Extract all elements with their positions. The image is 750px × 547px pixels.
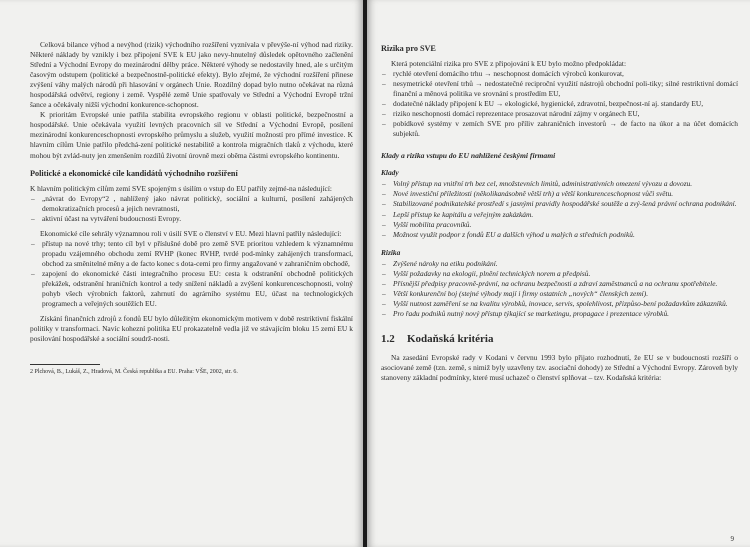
paragraph: Ekonomické cíle sehrály významnou roli v úsilí SVE o členství v EU. Mezi hlavní patřily následující: (40, 228, 342, 238)
right-page (367, 0, 750, 547)
list-item: – Volný přístup na vnitřní trh bez cel, množstevních limitů, administrativních omezení vývozu a dovozu. (381, 179, 738, 189)
list-item: – Vyšší nutnost zaměření se na kvalitu výrobků, inovace, servis, spolehlivost, přizpůso-bení požadavkům zákazníků. (381, 299, 738, 309)
risks-list (381, 69, 738, 139)
list-item: – Možnost využít podpor z fondů EU a dalších výhod u malých a středních podniků. (381, 230, 738, 240)
footnote-divider (30, 364, 100, 365)
list-item: – rychlé otevření domácího trhu → neschopnost domácích výrobců konkurovat, (381, 69, 738, 79)
economic-goals-list (30, 239, 353, 309)
paragraph: Celková bilance výhod a nevýhod (rizik) východního rozšíření vyznívala v převýše-ní výhod nad riziky. Některé náklady by vznikly i bez připojení SVE k EU jako nevy-hnutelný důsledek opětovného začlenění Střední a Východní Evropy do mezinárodní dělby práce. Některé výhody se nedostavily hned, ale s určitým časovým odstupem (politické a bezpečnostně-politické efekty). Bylo zřejmé, že východní rozšíření přinese zvýšení váhy malých národů při hlasování v orgánech Unie. Rozdílný dopad bylo nutno očekávat na různá hospodářská odvětví, regiony i země. Vyspělé země Unie spatřovaly ve Střední a Východní Evropě tržní šance a očekávaly nižší východní konkurence-schopnost. (30, 40, 353, 110)
list-item: – zapojení do ekonomické části integračního procesu EU: cesta k odstranění obchodně politických překážek, odstranění hraničních kontrol a tedy snížení nákladů a zvýšení konkurenceschopnosti, volný pohyb všech výrobních faktorů, zahrnutí do agrárního systému EU, účast na technologických programech a veřejných soutěžích EU. (30, 269, 353, 309)
page-number: 9 (730, 535, 734, 543)
list-item: – Větší konkurenční boj (stejné výhody mají i firmy ostatních „nových“ členských zemí). (381, 289, 738, 299)
section-heading: Rizika pro SVE (381, 44, 436, 53)
rizika-list (381, 259, 738, 319)
chapter-section-title (381, 333, 738, 345)
political-goals-list (30, 194, 353, 224)
list-item: – Lepší přístup ke kapitálu a veřejným zakázkám. (381, 210, 738, 220)
paragraph: Která potenciální rizika pro SVE z připojování k EU bylo možno předpokládat: (391, 59, 626, 68)
list-item: – Vyšší mobilita pracovníků. (381, 220, 738, 230)
list-item: – Pro řadu podniků nutný nový přístup týkající se marketingu, propagace i prezentace výrobků. (381, 309, 738, 319)
list-item: – riziko neschopnosti domácí reprezentace prosazovat národní zájmy v orgánech EU, (381, 109, 738, 119)
list-item: – aktivní účast na vytváření budoucnosti Evropy. (30, 214, 353, 224)
list-item: – pobídkové systémy v zemích SVE pro příliv zahraničních investorů → de facto na úkor a na účet domácích subjektů. (381, 119, 738, 139)
list-item: – dodatečné náklady připojení k EU → ekologické, hygienické, zdravotní, bezpečnost-ní aj. standardy EU, (381, 99, 738, 109)
paragraph: Na zasedání Evropské rady v Kodani v červnu 1993 bylo přijato rozhodnutí, že EU se v budoucnosti rozšíří o asociované země (tzn. země, s nimiž byly uzavřeny tzv. asociační dohody) ze Střední a Východní Evropy. Zároveň byly stanoveny základní podmínky, které musí uchazeč o členství splňovat – tzv. Kodaňská kritéria: (381, 352, 738, 383)
klady-label: Klady (381, 168, 399, 178)
list-item: – Přísnější předpisy pracovně-právní, na ochranu bezpečnosti a zdraví zaměstnanců a na ochranu spotřebitele. (381, 279, 738, 289)
rizika-label: Rizika (381, 247, 401, 257)
left-page (0, 0, 363, 547)
section-number: 1.2 (381, 332, 395, 345)
klady-list (381, 179, 738, 239)
list-item: – přístup na nové trhy; tento cíl byl v příslušné době pro země SVE prioritou vzhledem k významnému propadu vzájemného obchodu zemí RVHP (konec RVHP, tvrdé pod-mínky zahájených transformací, obchod za směnitelné měny a de facto konec s dota-cemi pro firmy angažované v zahraničním obchodě, (30, 239, 353, 269)
list-item: – „návrat do Evropy“2 , nahlížený jako návrat politický, sociální a kulturní, posílení zahájených demokratizačních procesů a jejich nevratnosti, (30, 194, 353, 214)
section-heading: Politické a ekonomické cíle kandidátů východního rozšíření (30, 168, 238, 178)
list-item: – Zvýšené nároky na etiku podnikání. (381, 259, 738, 269)
paragraph: K prioritám Evropské unie patřila stabilita evropského regionu v oblasti politické, bezpečnostní a hospodářské. Unie očekávala využití levných pracovních sil ve Střední a Východní Evropě, posílení mezinárodní konkurenceschopnosti evropského průmyslu a služeb, využití možností pro přímé investice. K hlavním cílům Unie patřilo předchá-zení politické nestabilitě a kontrola migračních tlaků z východu, které mohou být zvlád-nuty jen zmenšením rozdílů životní úrovně mezi oběma částmi evropského kontinentu. (30, 110, 353, 160)
list-item: – nesymetrické otevření trhů → nedostatečné reciproční využití nástrojů obchodní poli-tiky; silné restriktivní domácí finanční a měnová politika ve srovnání s prostředím EU, (381, 79, 738, 99)
section-name: Kodaňská kritéria (407, 332, 494, 345)
list-item: – Stabilizované podnikatelské prostředí s jasnými pravidly hospodářské soutěže a zvý-šená právní ochrana podnikání. (381, 199, 738, 209)
list-item: – Vyšší požadavky na ekologii, plnění technických norem a předpisů. (381, 269, 738, 279)
subsection-heading: Klady a rizika vstupu do EU nahlížené českými firmami (381, 151, 556, 161)
list-item: – Nové investiční příležitosti (několikanásobně větší trh) a větší konkurenceschopnost vůči světu. (381, 189, 738, 199)
paragraph: Získání finančních zdrojů z fondů EU bylo důležitým ekonomickým motivem v době restriktivní fiskální politiky v transformaci. Navíc kohezní politika EU prokazatelně vedla již ve stávajícím bloku 15 zemí EU k posilování hospodářské a sociální soudrž-nosti. (30, 314, 353, 344)
paragraph: K hlavním politickým cílům zemí SVE spojeným s úsilím o vstup do EU patřily zejmé-na následující: (30, 183, 332, 193)
footnote: 2 Plchová, B., Lukáš, Z., Hradová, M. Česká republika a EU. Praha: VŠE, 2002, str. 6. (30, 369, 238, 376)
